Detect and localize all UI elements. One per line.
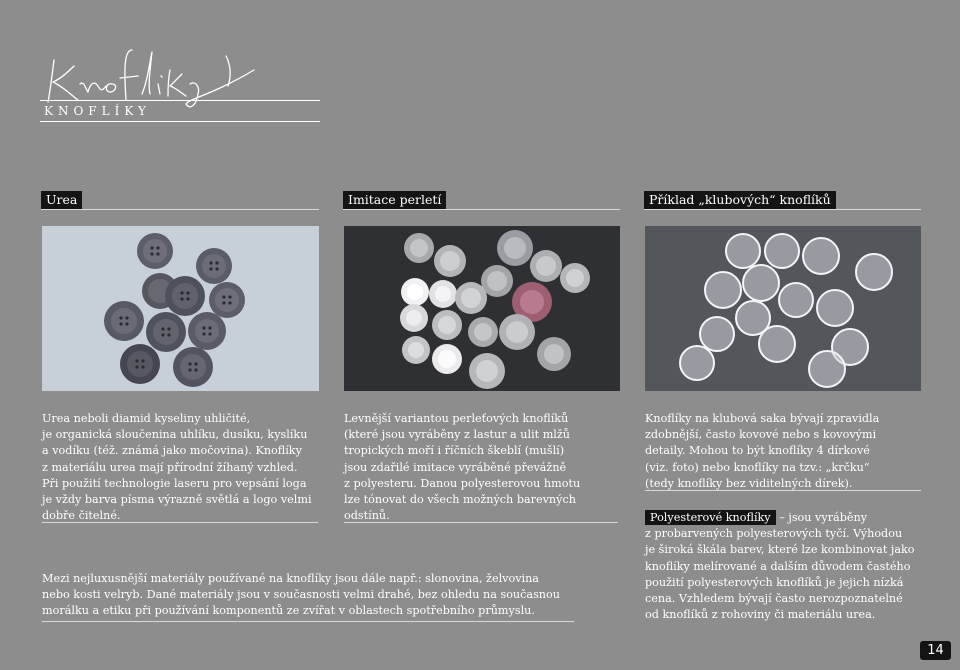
section-label-pearl-imitation: Imitace perletí — [343, 191, 446, 209]
section-rule-urea — [41, 209, 319, 210]
polyester-description — [645, 510, 940, 623]
club-buttons-photo — [645, 226, 921, 391]
logo-underline — [40, 100, 320, 101]
pearl-imitation-description: Levnější variantou perleťových knoflíků (které jsou vyráběny z lastur a ulit mlžů tropických moří i říčních škeblí (mušlí) jsou zdařilé imitace vyráběné převážně z polyesteru. Danou polyesterovou hmotu lze tónovat do všech možných barevných odstínů. — [344, 412, 581, 523]
urea-buttons-photo — [42, 226, 319, 391]
polyester-text-first-line: – jsou vyráběny — [775, 511, 868, 524]
subtitle-underline — [40, 121, 320, 122]
page-number: 14 — [920, 641, 951, 660]
polyester-label: Polyesterové knoflíky — [645, 510, 776, 525]
section-rule-pearl-imitation — [343, 209, 620, 210]
polyester-text-rest: z probarvených polyesterových tyčí. Výhodou je široká škála barev, které lze kombinovat jako knoflíky melírované a dalším důvodem častého použití polyesterových knoflíků je jejich nízká cena. Vzhledem bývají často nerozpoznatelné od knoflíků z rohoviny či materiálu urea. — [645, 527, 915, 622]
section-rule-club-buttons — [644, 209, 921, 210]
page-subtitle: KNOFLÍKY — [44, 104, 151, 118]
pearl-imitation-buttons-photo — [344, 226, 620, 391]
urea-text-rule — [42, 522, 318, 523]
section-label-club-buttons: Příklad „klubových“ knoflíků — [644, 191, 836, 209]
luxury-materials-footnote: Mezi nejluxusnější materiály používané na knoflíky jsou dále např.: slonovina, želvovina nebo kosti velryb. Dané materiály jsou v současnosti velmi drahé, bez ohledu na současnou morálku a etiku při používání komponentů ze zvířat v oblastech spotřebního průmyslu. — [42, 572, 560, 618]
club-buttons-text-rule — [645, 490, 921, 491]
footnote-rule — [42, 621, 574, 622]
urea-description: Urea neboli diamid kyseliny uhličité, je organická sloučenina uhlíku, dusíku, kyslíku a vodíku (též. známá jako močovina). Knoflíky z materiálu urea mají přírodní žíhaný vzhled. Při použití technologie laseru pro vepsání loga je vždy barva písma výrazně světlá a logo velmi dobře čitelné. — [42, 412, 312, 523]
club-buttons-description: Knoflíky na klubová saka bývají zpravidla zdobnější, často kovové nebo s kovovými detaily. Mohou to být knoflíky 4 dírkové (viz. foto) nebo knoflíky na tzv.: „krčku“ (tedy knoflíky bez viditelných dírek). — [645, 412, 880, 490]
section-label-urea: Urea — [41, 191, 82, 209]
pearl-imitation-text-rule — [344, 522, 618, 523]
